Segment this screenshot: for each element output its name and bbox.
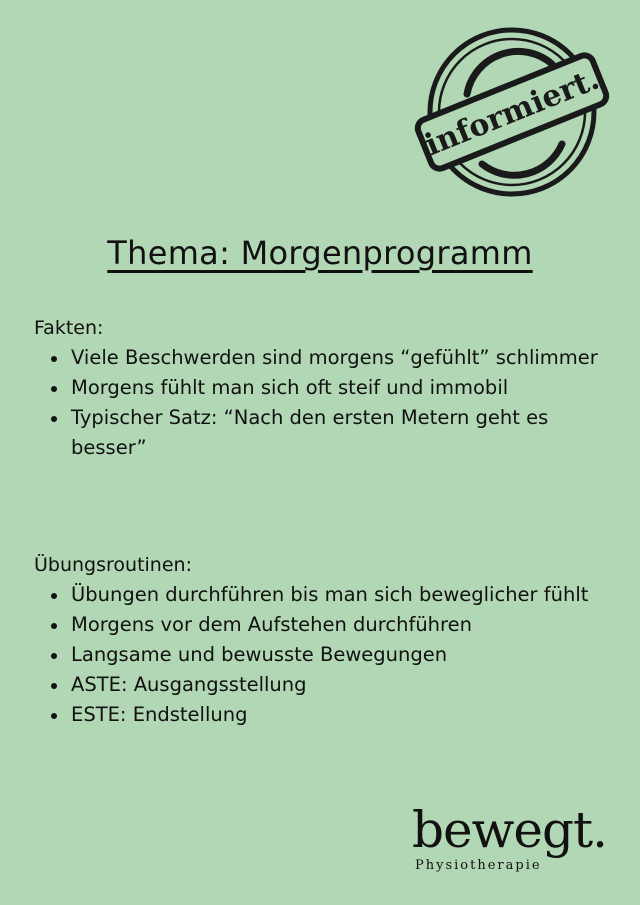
routines-list bbox=[34, 580, 614, 730]
list-item: Morgens vor dem Aufstehen durchführen bbox=[71, 610, 614, 640]
routines-heading: Übungsroutinen: bbox=[34, 554, 192, 576]
facts-section bbox=[34, 313, 614, 463]
logo-name: bewegt. bbox=[412, 801, 607, 859]
page-title bbox=[0, 234, 640, 272]
page-title-text: Thema: Morgenprogramm bbox=[107, 234, 533, 272]
list-item: ESTE: Endstellung bbox=[71, 700, 614, 730]
list-item: Morgens fühlt man sich oft steif und immobil bbox=[71, 373, 614, 403]
list-item: Langsame und bewusste Bewegungen bbox=[71, 640, 614, 670]
list-item: Viele Beschwerden sind morgens “gefühlt” schlimmer bbox=[71, 343, 614, 373]
list-item: Übungen durchführen bis man sich beweglicher fühlt bbox=[71, 580, 614, 610]
routines-section bbox=[34, 550, 614, 730]
facts-heading: Fakten: bbox=[34, 317, 104, 339]
stamp-text: informiert. bbox=[420, 61, 605, 164]
list-item: Typischer Satz: “Nach den ersten Metern geht es besser” bbox=[71, 403, 614, 463]
list-item: ASTE: Ausgangsstellung bbox=[71, 670, 614, 700]
facts-list bbox=[34, 343, 614, 463]
stamp-graphic-icon bbox=[412, 24, 612, 204]
bewegt-logo bbox=[412, 802, 612, 873]
informiert-stamp bbox=[412, 24, 612, 204]
logo-subtitle: Physiotherapie bbox=[415, 858, 542, 873]
